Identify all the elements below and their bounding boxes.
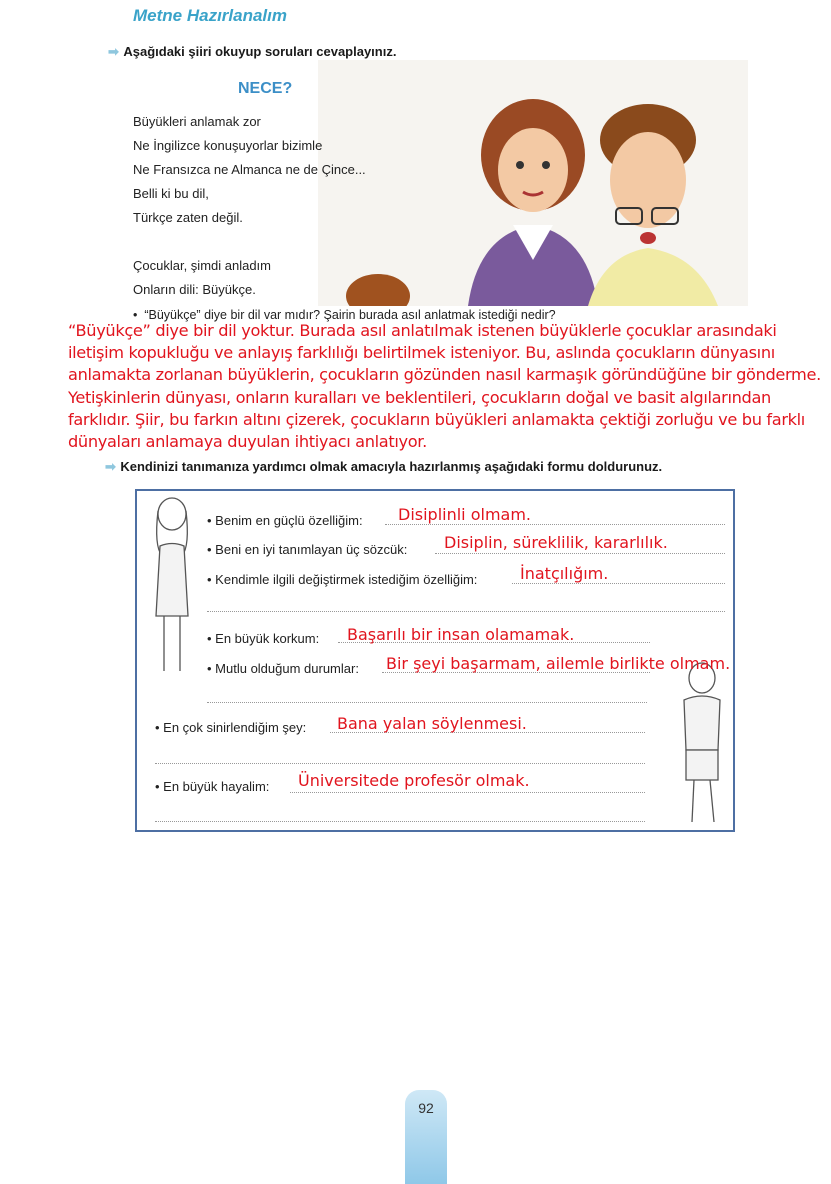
poem-line: Ne Fransızca ne Almanca ne de Çince... [133, 162, 366, 177]
form-answer[interactable]: Bir şeyi başarmam, ailemle birlikte olmam. [386, 654, 731, 673]
parents-illustration [318, 60, 748, 306]
form-answer[interactable]: Disiplin, süreklilik, kararlılık. [444, 533, 668, 552]
answer-paragraph: “Büyükçe” diye bir dil yoktur. Burada asıl anlatılmak istenen büyüklerle çocuklar arasındaki iletişim kopukluğu ve anlayış farklılığı belirtilmek isteniyor. Bu, aslında çocukların dünyasını anlamakta zorlanan büyüklerin, çocukların gözünden nasıl karmaşık göründüğüne bir gönderme. Yetişkinlerin dünyası, onların kuralları ve beklentileri, çocukların doğal ve basit algılarından farklıdır. Şiir, bu farkın altını çizerek, çocukların büyükleri anlamakta çektiği zorluğu ve bu farklı dünyaları anlamaya duyulan ihtiyacı anlatıyor. [68, 321, 821, 452]
form-answer[interactable]: Üniversitede profesör olmak. [298, 771, 530, 790]
poem-line: Onların dili: Büyükçe. [133, 282, 256, 297]
form-line [155, 820, 645, 822]
form-line [435, 552, 725, 554]
instruction-1 [108, 43, 396, 61]
girl-illustration [142, 496, 202, 686]
form-answer[interactable]: İnatçılığım. [520, 564, 609, 583]
page-number: 92 [418, 1100, 434, 1116]
form-line [207, 610, 725, 612]
question-text: “Büyükçe” diye bir dil var mıdır? Şairin burada asıl anlatmak istediği nedir? [144, 308, 556, 322]
form-answer[interactable]: Bana yalan söylenmesi. [337, 714, 527, 733]
form-line [155, 762, 645, 764]
question: • “Büyükçe” diye bir dil var mıdır? Şairin burada asıl anlatmak istediği nedir? [133, 308, 556, 322]
boy-illustration [672, 660, 732, 835]
form-label: • En çok sinirlendiğim şey: [155, 720, 307, 735]
arrow-icon: ➡ [105, 459, 116, 474]
form-label: • Mutlu olduğum durumlar: [207, 661, 359, 676]
poem-title: NECE? [238, 80, 293, 97]
form-label: • En büyük korkum: [207, 631, 320, 646]
form-label: • Beni en iyi tanımlayan üç sözcük: [207, 542, 408, 557]
form-label: • En büyük hayalim: [155, 779, 270, 794]
form-line [290, 791, 645, 793]
form-line [207, 701, 647, 703]
instruction-2 [105, 458, 662, 476]
poem-line: Belli ki bu dil, [133, 186, 209, 201]
poem-line: Ne İngilizce konuşuyorlar bizimle [133, 138, 323, 153]
poem-line: Türkçe zaten değil. [133, 210, 243, 225]
poem-line: Büyükleri anlamak zor [133, 114, 261, 129]
form-label: • Benim en güçlü özelliğim: [207, 513, 363, 528]
form-answer[interactable]: Disiplinli olmam. [398, 505, 532, 524]
instruction-1-text: Aşağıdaki şiiri okuyup soruları cevaplayınız. [123, 44, 397, 59]
form-label: • Kendimle ilgili değiştirmek istediğim özelliğim: [207, 572, 478, 587]
poem-line: Çocuklar, şimdi anladım [133, 258, 271, 273]
form-answer[interactable]: Başarılı bir insan olamamak. [347, 625, 575, 644]
section-title: Metne Hazırlanalım [133, 6, 287, 25]
instruction-2-text: Kendinizi tanımanıza yardımcı olmak amacıyla hazırlanmış aşağıdaki formu doldurunuz. [120, 459, 663, 474]
arrow-icon: ➡ [108, 44, 119, 59]
